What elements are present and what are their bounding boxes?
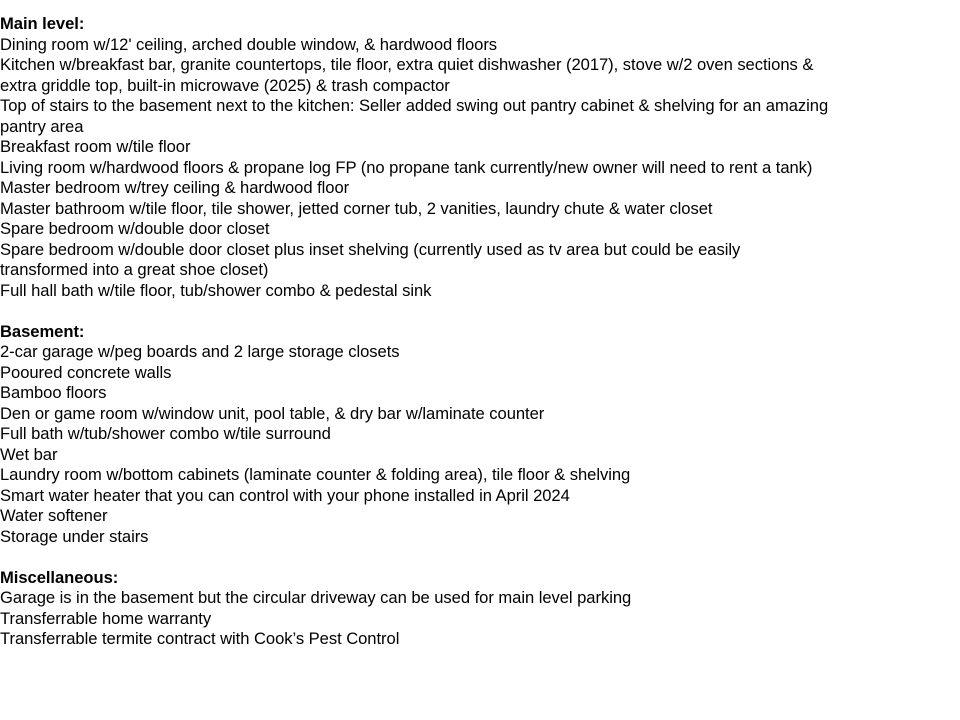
list-item: Dining room w/12' ceiling, arched double window, & hardwood floors	[0, 34, 498, 54]
list-item: Pooured concrete walls	[0, 362, 172, 382]
list-item: Transferrable home warranty	[0, 608, 212, 628]
list-item: Storage under stairs	[0, 526, 149, 546]
list-item: 2-car garage w/peg boards and 2 large storage closets	[0, 342, 400, 361]
list-item: Spare bedroom w/double door closet	[0, 219, 270, 238]
section-miscellaneous	[0, 568, 956, 650]
list-item: Master bedroom w/trey ceiling & hardwood floor	[0, 178, 350, 197]
list-item: Full hall bath w/tile floor, tub/shower combo & pedestal sink	[0, 280, 432, 300]
section-heading: Miscellaneous:	[0, 567, 119, 587]
list-item: Breakfast room w/tile floor	[0, 137, 191, 156]
section-heading: Main level:	[0, 14, 85, 33]
list-item: Master bathroom w/tile floor, tile shower, jetted corner tub, 2 vanities, laundry chute & water closet	[0, 198, 713, 218]
section-heading: Basement:	[0, 321, 85, 341]
list-item: Transferrable termite contract with Cook’s Pest Control	[0, 629, 400, 648]
section-basement	[0, 322, 956, 548]
section-main-level	[0, 14, 830, 301]
list-item: Top of stairs to the basement next to the kitchen: Seller added swing out pantry cabinet & shelving for an amazing pantry area	[0, 96, 829, 136]
list-item: Wet bar	[0, 444, 58, 464]
document-body	[0, 14, 956, 650]
list-item: Garage is in the basement but the circular driveway can be used for main level parking	[0, 588, 632, 607]
list-item: Laundry room w/bottom cabinets (laminate counter & folding area), tile floor & shelving	[0, 465, 631, 484]
list-item: Smart water heater that you can control with your phone installed in April 2024	[0, 485, 570, 505]
list-item: Bamboo floors	[0, 383, 107, 402]
item-list	[0, 342, 956, 547]
list-item: Spare bedroom w/double door closet plus inset shelving (currently used as tv area but could be easily transformed into a great shoe closet)	[0, 239, 741, 279]
list-item: Den or game room w/window unit, pool table, & dry bar w/laminate counter	[0, 403, 545, 423]
item-list	[0, 35, 830, 302]
list-item: Living room w/hardwood floors & propane log FP (no propane tank currently/new owner will need to rent a tank)	[0, 157, 813, 177]
list-item: Kitchen w/breakfast bar, granite countertops, tile floor, extra quiet dishwasher (2017), stove w/2 oven sections & extra griddle top, built-in microwave (2025) & trash compactor	[0, 55, 814, 95]
item-list	[0, 588, 956, 650]
list-item: Full bath w/tub/shower combo w/tile surround	[0, 424, 331, 443]
list-item: Water softener	[0, 506, 108, 525]
